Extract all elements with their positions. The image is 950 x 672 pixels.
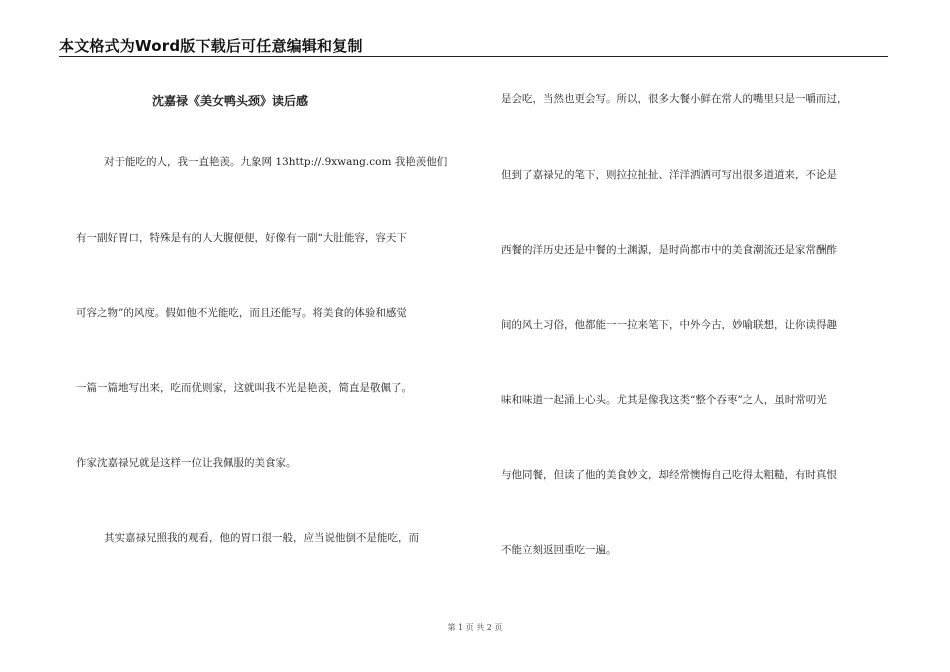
document-header-title: 本文格式为Word版下载后可任意编辑和复制 <box>59 37 363 55</box>
left-column-line: 作家沈嘉禄兄就是这样一位让我佩服的美食家。 <box>76 457 297 469</box>
right-column-line: 与他同餐，但读了他的美食妙文，却经常懊悔自己吃得太粗糙，有时真恨 <box>501 469 837 481</box>
left-column-line: 可容之物”的风度。假如他不光能吃，而且还能写。将美食的体验和感觉 <box>76 307 407 319</box>
header-divider <box>59 56 888 57</box>
right-column-line: 间的风土习俗，他都能一一拉来笔下，中外今古，妙喻联想，让你读得趣 <box>501 319 837 331</box>
page-number-footer: 第 1 页 共 2 页 <box>447 623 503 632</box>
left-column-line: 对于能吃的人，我一直艳羡。九象网 13http://.9xwang.com 我艳羡他们 <box>104 156 448 168</box>
left-column-line: 一篇一篇地写出来，吃而优则家，这就叫我不光是艳羡，简直是敬佩了。 <box>76 382 412 394</box>
right-column-line: 西餐的洋历史还是中餐的土渊源，是时尚都市中的美食潮流还是家常酬酢 <box>501 244 837 256</box>
right-column-line: 不能立刻返回重吃一遍。 <box>501 544 617 556</box>
right-column-line: 是会吃，当然也更会写。所以，很多大餐小鲜在常人的嘴里只是一嚼而过， <box>501 93 848 105</box>
right-column-line: 味和味道一起涌上心头。尤其是像我这类“整个吞枣”之人，虽时常叨光 <box>501 394 827 406</box>
left-column-line: 其实嘉禄兄照我的观看，他的胃口很一般，应当说他倒不是能吃，而 <box>104 532 419 544</box>
document-title: 沈嘉禄《美女鸭头颈》读后感 <box>152 94 309 108</box>
right-column-line: 但到了嘉禄兄的笔下，则拉拉扯扯、洋洋洒洒可写出很多道道来，不论是 <box>501 169 837 181</box>
left-column-line: 有一副好胃口，特殊是有的人大腹便便，好像有一副“大肚能容，容天下 <box>76 232 407 244</box>
